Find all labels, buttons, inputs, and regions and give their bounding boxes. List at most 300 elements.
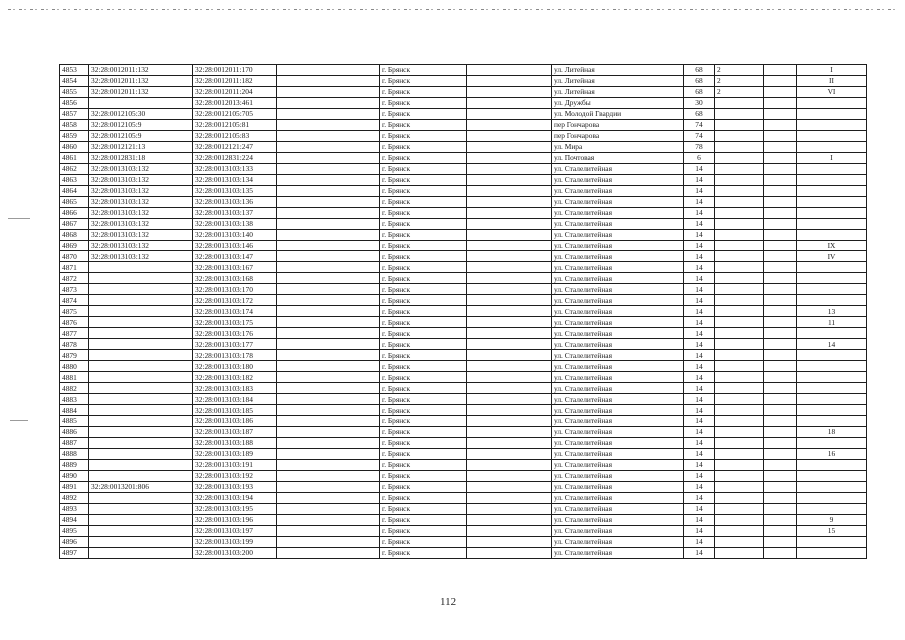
city-cell: г. Брянск [380,262,467,273]
parent-cadastral-number-cell: 32:28:0013103:132 [89,229,193,240]
premises-number-cell [797,141,867,152]
table-row [60,108,867,119]
table-row [60,514,867,525]
empty-cell-cell [277,426,380,437]
house-number-cell: 68 [684,108,715,119]
city-cell: г. Брянск [380,405,467,416]
city-cell: г. Брянск [380,525,467,536]
cadastral-number-cell: 32:28:0013103:180 [193,361,277,372]
house-number-cell: 14 [684,426,715,437]
empty-cell-cell [467,416,552,427]
empty-cell-cell [467,503,552,514]
empty-cell-cell [764,416,797,427]
street-cell: ул. Сталелитейная [552,405,684,416]
empty-cell-cell [467,185,552,196]
premises-number-cell [797,383,867,394]
street-cell: ул. Литейная [552,75,684,86]
city-cell: г. Брянск [380,437,467,448]
premises-number-cell [797,207,867,218]
table-row [60,196,867,207]
row-number-cell: 4897 [60,547,89,558]
empty-cell-cell [764,185,797,196]
parent-cadastral-number-cell [89,437,193,448]
premises-number-cell [797,284,867,295]
street-cell: ул. Дружбы [552,97,684,108]
empty-cell-cell [277,108,380,119]
empty-cell-cell [467,152,552,163]
cadastral-number-cell: 32:28:0013103:178 [193,350,277,361]
empty-cell-cell [277,207,380,218]
cadastral-number-cell: 32:28:0013103:168 [193,273,277,284]
empty-cell-cell [764,108,797,119]
cadastral-number-cell: 32:28:0013103:196 [193,514,277,525]
cadastral-number-cell: 32:28:0013103:136 [193,196,277,207]
row-number-cell: 4893 [60,503,89,514]
empty-cell-cell [764,207,797,218]
street-cell: ул. Сталелитейная [552,481,684,492]
empty-cell-cell [277,503,380,514]
empty-cell-cell [277,328,380,339]
row-number-cell: 4895 [60,525,89,536]
building-number-cell [715,405,764,416]
table-row [60,185,867,196]
cadastral-number-cell: 32:28:0013103:182 [193,372,277,383]
street-cell: ул. Сталелитейная [552,470,684,481]
row-number-cell: 4879 [60,350,89,361]
parent-cadastral-number-cell: 32:28:0012121:13 [89,141,193,152]
building-number-cell [715,547,764,558]
row-number-cell: 4875 [60,306,89,317]
table-row [60,394,867,405]
empty-cell-cell [467,372,552,383]
empty-cell-cell [764,152,797,163]
table-row [60,75,867,86]
empty-cell-cell [467,481,552,492]
table-row [60,207,867,218]
parent-cadastral-number-cell [89,416,193,427]
parent-cadastral-number-cell [89,372,193,383]
table-row [60,437,867,448]
empty-cell-cell [764,503,797,514]
street-cell: ул. Сталелитейная [552,284,684,295]
parent-cadastral-number-cell [89,273,193,284]
house-number-cell: 14 [684,251,715,262]
city-cell: г. Брянск [380,218,467,229]
building-number-cell [715,383,764,394]
empty-cell-cell [277,448,380,459]
cadastral-number-cell: 32:28:0013103:133 [193,163,277,174]
house-number-cell: 14 [684,174,715,185]
parent-cadastral-number-cell: 32:28:0013103:132 [89,174,193,185]
premises-number-cell: I [797,65,867,76]
city-cell: г. Брянск [380,163,467,174]
cadastral-registry-table [59,64,867,559]
building-number-cell [715,426,764,437]
city-cell: г. Брянск [380,130,467,141]
table-row [60,350,867,361]
house-number-cell: 68 [684,86,715,97]
street-cell: ул. Сталелитейная [552,295,684,306]
premises-number-cell [797,174,867,185]
house-number-cell: 68 [684,75,715,86]
empty-cell-cell [467,394,552,405]
cadastral-number-cell: 32:28:0013103:187 [193,426,277,437]
empty-cell-cell [277,536,380,547]
empty-cell-cell [277,152,380,163]
street-cell: ул. Сталелитейная [552,328,684,339]
parent-cadastral-number-cell [89,514,193,525]
city-cell: г. Брянск [380,459,467,470]
row-number-cell: 4883 [60,394,89,405]
empty-cell-cell [764,383,797,394]
building-number-cell [715,119,764,130]
building-number-cell: 2 [715,86,764,97]
empty-cell-cell [764,525,797,536]
registry-body [60,65,867,559]
cadastral-number-cell: 32:28:0013103:197 [193,525,277,536]
parent-cadastral-number-cell [89,262,193,273]
building-number-cell [715,273,764,284]
building-number-cell [715,503,764,514]
parent-cadastral-number-cell: 32:28:0013103:132 [89,185,193,196]
street-cell: ул. Сталелитейная [552,273,684,284]
street-cell: ул. Сталелитейная [552,361,684,372]
city-cell: г. Брянск [380,207,467,218]
street-cell: ул. Сталелитейная [552,317,684,328]
house-number-cell: 14 [684,372,715,383]
city-cell: г. Брянск [380,547,467,558]
empty-cell-cell [764,218,797,229]
empty-cell-cell [764,350,797,361]
empty-cell-cell [277,514,380,525]
empty-cell-cell [764,240,797,251]
city-cell: г. Брянск [380,317,467,328]
house-number-cell: 14 [684,405,715,416]
table-row [60,284,867,295]
empty-cell-cell [467,514,552,525]
house-number-cell: 14 [684,262,715,273]
row-number-cell: 4854 [60,75,89,86]
house-number-cell: 14 [684,394,715,405]
cadastral-number-cell: 32:28:0013103:185 [193,405,277,416]
empty-cell-cell [764,536,797,547]
empty-cell-cell [764,284,797,295]
premises-number-cell [797,470,867,481]
empty-cell-cell [764,163,797,174]
cadastral-number-cell: 32:28:0013103:174 [193,306,277,317]
row-number-cell: 4896 [60,536,89,547]
street-cell: ул. Сталелитейная [552,339,684,350]
empty-cell-cell [764,405,797,416]
premises-number-cell [797,405,867,416]
premises-number-cell: 11 [797,317,867,328]
empty-cell-cell [467,339,552,350]
premises-number-cell: 13 [797,306,867,317]
parent-cadastral-number-cell [89,339,193,350]
empty-cell-cell [277,218,380,229]
empty-cell-cell [467,207,552,218]
house-number-cell: 14 [684,503,715,514]
building-number-cell [715,492,764,503]
cadastral-number-cell: 32:28:0013103:200 [193,547,277,558]
house-number-cell: 14 [684,207,715,218]
empty-cell-cell [764,317,797,328]
city-cell: г. Брянск [380,75,467,86]
street-cell: ул. Сталелитейная [552,372,684,383]
row-number-cell: 4860 [60,141,89,152]
empty-cell-cell [764,361,797,372]
cadastral-number-cell: 32:28:0013103:177 [193,339,277,350]
row-number-cell: 4881 [60,372,89,383]
parent-cadastral-number-cell [89,394,193,405]
street-cell: ул. Сталелитейная [552,306,684,317]
cadastral-number-cell: 32:28:0013103:188 [193,437,277,448]
street-cell: пер Гончарова [552,119,684,130]
table-row [60,295,867,306]
empty-cell-cell [467,492,552,503]
parent-cadastral-number-cell [89,350,193,361]
cadastral-number-cell: 32:28:0013103:137 [193,207,277,218]
building-number-cell [715,152,764,163]
empty-cell-cell [467,97,552,108]
row-number-cell: 4884 [60,405,89,416]
cadastral-number-cell: 32:28:0012013:461 [193,97,277,108]
building-number-cell [715,240,764,251]
empty-cell-cell [764,394,797,405]
premises-number-cell [797,262,867,273]
house-number-cell: 14 [684,328,715,339]
empty-cell-cell [764,119,797,130]
row-number-cell: 4868 [60,229,89,240]
empty-cell-cell [764,174,797,185]
cadastral-number-cell: 32:28:0013103:175 [193,317,277,328]
parent-cadastral-number-cell: 32:28:0013103:132 [89,251,193,262]
city-cell: г. Брянск [380,536,467,547]
empty-cell-cell [277,262,380,273]
table-row [60,174,867,185]
empty-cell-cell [277,240,380,251]
row-number-cell: 4865 [60,196,89,207]
row-number-cell: 4889 [60,459,89,470]
city-cell: г. Брянск [380,470,467,481]
parent-cadastral-number-cell: 32:28:0012105:9 [89,119,193,130]
empty-cell-cell [277,372,380,383]
premises-number-cell: 14 [797,339,867,350]
street-cell: ул. Литейная [552,86,684,97]
parent-cadastral-number-cell [89,328,193,339]
house-number-cell: 14 [684,525,715,536]
empty-cell-cell [467,426,552,437]
building-number-cell [715,514,764,525]
table-row [60,240,867,251]
house-number-cell: 14 [684,459,715,470]
parent-cadastral-number-cell [89,448,193,459]
empty-cell-cell [467,306,552,317]
left-margin-mark [10,420,28,421]
row-number-cell: 4855 [60,86,89,97]
row-number-cell: 4886 [60,426,89,437]
row-number-cell: 4866 [60,207,89,218]
empty-cell-cell [764,372,797,383]
empty-cell-cell [277,547,380,558]
scan-noise-line [8,9,898,10]
empty-cell-cell [467,470,552,481]
city-cell: г. Брянск [380,141,467,152]
empty-cell-cell [277,119,380,130]
table-row [60,525,867,536]
parent-cadastral-number-cell: 32:28:0013201:806 [89,481,193,492]
empty-cell-cell [764,65,797,76]
table-row [60,119,867,130]
city-cell: г. Брянск [380,514,467,525]
parent-cadastral-number-cell: 32:28:0012105:30 [89,108,193,119]
house-number-cell: 14 [684,514,715,525]
city-cell: г. Брянск [380,481,467,492]
empty-cell-cell [467,295,552,306]
building-number-cell [715,295,764,306]
cadastral-number-cell: 32:28:0013103:167 [193,262,277,273]
cadastral-number-cell: 32:28:0012121:247 [193,141,277,152]
house-number-cell: 14 [684,163,715,174]
row-number-cell: 4887 [60,437,89,448]
empty-cell-cell [467,119,552,130]
row-number-cell: 4872 [60,273,89,284]
house-number-cell: 68 [684,65,715,76]
house-number-cell: 14 [684,448,715,459]
building-number-cell [715,416,764,427]
cadastral-number-cell: 32:28:0013103:176 [193,328,277,339]
table-row [60,306,867,317]
building-number-cell [715,448,764,459]
house-number-cell: 14 [684,339,715,350]
row-number-cell: 4869 [60,240,89,251]
city-cell: г. Брянск [380,383,467,394]
premises-number-cell [797,163,867,174]
city-cell: г. Брянск [380,295,467,306]
building-number-cell: 2 [715,75,764,86]
table-row [60,86,867,97]
premises-number-cell [797,503,867,514]
street-cell: ул. Сталелитейная [552,547,684,558]
table-row [60,97,867,108]
row-number-cell: 4894 [60,514,89,525]
house-number-cell: 74 [684,119,715,130]
parent-cadastral-number-cell: 32:28:0013103:132 [89,240,193,251]
premises-number-cell [797,295,867,306]
empty-cell-cell [764,97,797,108]
cadastral-number-cell: 32:28:0013103:147 [193,251,277,262]
parent-cadastral-number-cell: 32:28:0013103:132 [89,218,193,229]
empty-cell-cell [277,163,380,174]
building-number-cell [715,536,764,547]
table-row [60,459,867,470]
cadastral-number-cell: 32:28:0013103:184 [193,394,277,405]
premises-number-cell [797,108,867,119]
empty-cell-cell [764,339,797,350]
empty-cell-cell [467,383,552,394]
empty-cell-cell [467,459,552,470]
building-number-cell [715,372,764,383]
empty-cell-cell [277,350,380,361]
empty-cell-cell [277,525,380,536]
city-cell: г. Брянск [380,185,467,196]
building-number-cell [715,525,764,536]
building-number-cell [715,218,764,229]
parent-cadastral-number-cell: 32:28:0012831:18 [89,152,193,163]
cadastral-number-cell: 32:28:0013103:199 [193,536,277,547]
table-row [60,372,867,383]
street-cell: ул. Сталелитейная [552,350,684,361]
table-row [60,536,867,547]
city-cell: г. Брянск [380,251,467,262]
empty-cell-cell [764,251,797,262]
house-number-cell: 14 [684,536,715,547]
premises-number-cell [797,130,867,141]
building-number-cell [715,207,764,218]
house-number-cell: 14 [684,470,715,481]
empty-cell-cell [467,284,552,295]
table-row [60,426,867,437]
house-number-cell: 14 [684,196,715,207]
table-row [60,547,867,558]
table-row [60,152,867,163]
row-number-cell: 4857 [60,108,89,119]
street-cell: ул. Сталелитейная [552,229,684,240]
building-number-cell [715,328,764,339]
house-number-cell: 74 [684,130,715,141]
cadastral-number-cell: 32:28:0013103:183 [193,383,277,394]
city-cell: г. Брянск [380,503,467,514]
empty-cell-cell [277,470,380,481]
premises-number-cell: 16 [797,448,867,459]
premises-number-cell: 9 [797,514,867,525]
street-cell: ул. Сталелитейная [552,448,684,459]
cadastral-number-cell: 32:28:0013103:140 [193,229,277,240]
empty-cell-cell [467,350,552,361]
empty-cell-cell [467,130,552,141]
city-cell: г. Брянск [380,240,467,251]
empty-cell-cell [764,295,797,306]
city-cell: г. Брянск [380,339,467,350]
row-number-cell: 4877 [60,328,89,339]
premises-number-cell [797,328,867,339]
parent-cadastral-number-cell [89,306,193,317]
parent-cadastral-number-cell [89,503,193,514]
empty-cell-cell [764,481,797,492]
street-cell: ул. Сталелитейная [552,185,684,196]
row-number-cell: 4873 [60,284,89,295]
house-number-cell: 14 [684,273,715,284]
row-number-cell: 4864 [60,185,89,196]
empty-cell-cell [467,405,552,416]
street-cell: ул. Сталелитейная [552,426,684,437]
empty-cell-cell [467,218,552,229]
house-number-cell: 14 [684,317,715,328]
building-number-cell [715,481,764,492]
premises-number-cell [797,218,867,229]
street-cell: ул. Сталелитейная [552,394,684,405]
cadastral-number-cell: 32:28:0013103:146 [193,240,277,251]
street-cell: ул. Сталелитейная [552,196,684,207]
empty-cell-cell [467,196,552,207]
empty-cell-cell [467,163,552,174]
building-number-cell [715,339,764,350]
premises-number-cell [797,119,867,130]
city-cell: г. Брянск [380,372,467,383]
empty-cell-cell [764,86,797,97]
parent-cadastral-number-cell [89,317,193,328]
street-cell: ул. Сталелитейная [552,207,684,218]
